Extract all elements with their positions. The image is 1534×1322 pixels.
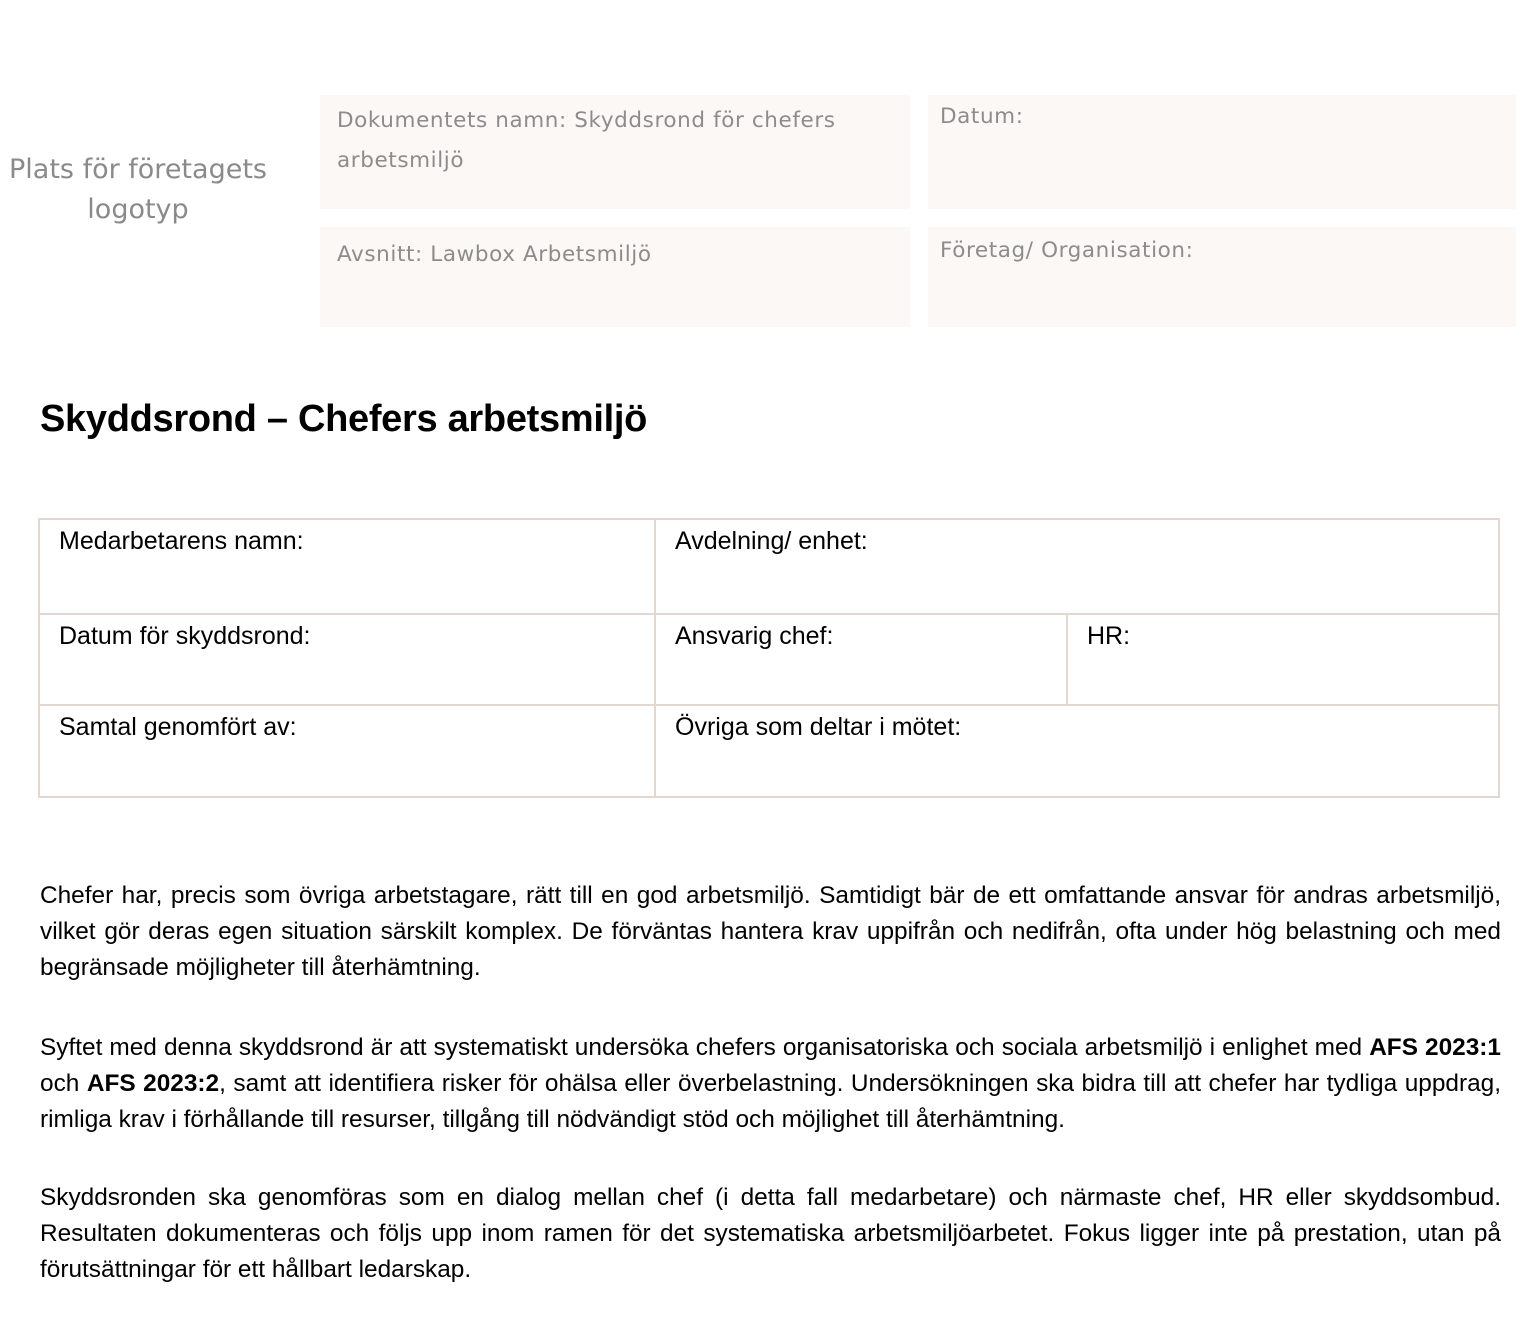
company-field: Företag/ Organisation: bbox=[928, 227, 1516, 327]
hr-cell[interactable]: HR: bbox=[1068, 615, 1498, 706]
section-field: Avsnitt: Lawbox Arbetsmiljö bbox=[320, 227, 910, 327]
round-date-cell[interactable]: Datum för skyddsrond: bbox=[40, 615, 656, 706]
afs-reference-1: AFS 2023:1 bbox=[1369, 1034, 1501, 1061]
company-logo-placeholder: Plats för företagets logotyp bbox=[9, 154, 267, 225]
employee-name-cell[interactable]: Medarbetarens namn: bbox=[40, 520, 656, 615]
page-title: Skyddsrond – Chefers arbetsmiljö bbox=[40, 398, 648, 440]
department-cell[interactable]: Avdelning/ enhet: bbox=[656, 520, 1498, 615]
conducted-by-cell[interactable]: Samtal genomfört av: bbox=[40, 706, 656, 796]
purpose-text-end: , samt att identifiera risker för ohälsa eller överbelastning. Undersökningen ska bidra till att chefer har tydliga uppdrag, rimliga krav i förhållande till resurser, tillgång till nödvändigt stöd och möjlighet till återhämtning. bbox=[40, 1070, 1501, 1133]
date-field: Datum: bbox=[928, 95, 1516, 209]
round-info-table bbox=[38, 518, 1500, 798]
intro-paragraph: Chefer har, precis som övriga arbetstagare, rätt till en god arbetsmiljö. Samtidigt bär de ett omfattande ansvar för andras arbetsmiljö, vilket gör deras egen situation särskilt komplex. De förväntas hantera krav uppifrån och nedifrån, ofta under hög belastning och med begränsade möjligheter till återhämtning. bbox=[40, 882, 1501, 981]
purpose-text-and: och bbox=[40, 1070, 87, 1097]
purpose-paragraph bbox=[40, 1030, 1501, 1138]
purpose-text-start: Syftet med denna skyddsrond är att systematiskt undersöka chefers organisatoriska och sociala arbetsmiljö i enlighet med bbox=[40, 1034, 1370, 1061]
afs-reference-2: AFS 2023:2 bbox=[86, 1070, 220, 1097]
document-name-field: Dokumentets namn: Skyddsrond för chefers arbetsmiljö bbox=[320, 95, 910, 209]
method-paragraph: Skyddsronden ska genomföras som en dialog mellan chef (i detta fall medarbetare) och närmaste chef, HR eller skyddsombud. Resultaten dokumenteras och följs upp inom ramen för det systematiska arbetsmiljöarbetet. Fokus ligger inte på prestation, utan på förutsättningar för ett hållbart ledarskap. bbox=[40, 1184, 1501, 1283]
other-participants-cell[interactable]: Övriga som deltar i mötet: bbox=[675, 713, 962, 741]
responsible-manager-cell[interactable]: Ansvarig chef: bbox=[656, 615, 1068, 706]
